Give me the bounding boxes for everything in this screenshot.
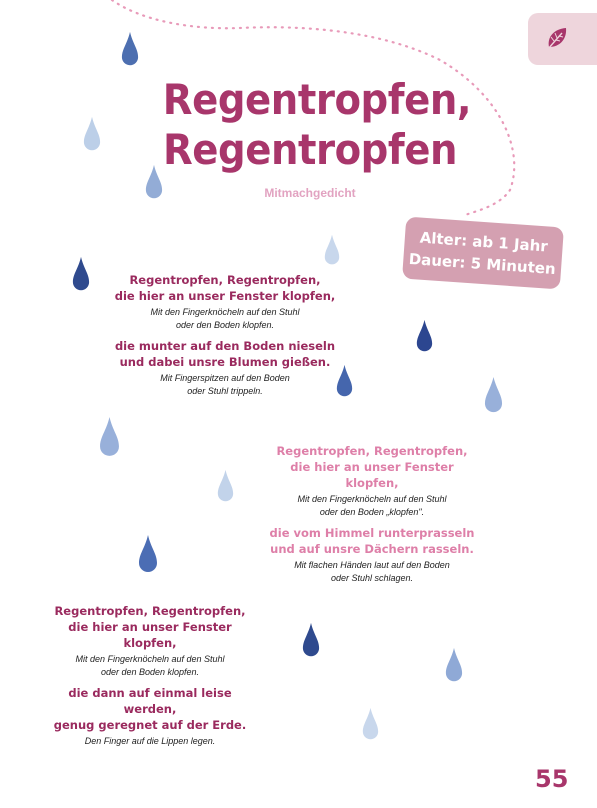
raindrop-icon xyxy=(83,115,101,153)
raindrop-icon xyxy=(362,705,379,743)
verse-line: die hier an unser Fenster klopfen, xyxy=(68,620,232,650)
verse-line: Regentropfen, Regentropfen, xyxy=(276,444,468,458)
verse-line: die munter auf den Boden nieseln xyxy=(114,339,336,353)
subtitle: Mitmachgedicht xyxy=(264,186,356,200)
instruction-line: oder Stuhl trippeln. xyxy=(187,386,263,396)
verse-line: genug geregnet auf der Erde. xyxy=(53,718,247,732)
verse-line: die vom Himmel runterprasseln xyxy=(269,526,475,540)
instruction-line: Mit flachen Händen laut auf den Boden xyxy=(294,560,450,570)
verse-line: Regentropfen, Regentropfen, xyxy=(54,604,246,618)
raindrop-icon xyxy=(121,30,139,68)
verse-line: die hier an unser Fenster klopfen, xyxy=(114,289,336,303)
instruction-text xyxy=(45,735,255,748)
corner-tab xyxy=(528,13,597,65)
page-number: 55 xyxy=(535,765,569,793)
instruction-line: Mit den Fingerknöcheln auf den Stuhl xyxy=(150,307,300,317)
raindrop-icon xyxy=(138,534,158,574)
verse-line: die dann auf einmal leise werden, xyxy=(68,686,232,716)
verse-line: Regentropfen, Regentropfen, xyxy=(129,273,321,287)
raindrop-icon xyxy=(72,256,90,292)
raindrop-icon xyxy=(324,232,340,268)
raindrop-icon xyxy=(302,622,320,658)
raindrop-icon xyxy=(145,163,163,201)
instruction-text xyxy=(110,372,340,398)
page-title xyxy=(162,75,472,175)
stanza-3 xyxy=(45,603,255,754)
age-duration-box xyxy=(402,217,564,290)
instruction-line: oder Stuhl schlagen. xyxy=(330,573,414,583)
instruction-line: Den Finger auf die Lippen legen. xyxy=(84,736,216,746)
verse-line: und dabei unsre Blumen gießen. xyxy=(119,355,331,369)
age-label: Alter: ab 1 Jahr xyxy=(419,228,549,256)
raindrop-icon xyxy=(99,416,120,458)
instruction-text xyxy=(262,493,482,519)
instruction-line: oder den Boden klopfen. xyxy=(175,320,275,330)
stanza-2 xyxy=(262,443,482,591)
verse-line: und auf unsre Dächern rasseln. xyxy=(270,542,474,556)
raindrop-icon xyxy=(484,374,503,416)
instruction-line: Mit Fingerspitzen auf den Boden xyxy=(160,373,290,383)
verse-line: die hier an unser Fenster klopfen, xyxy=(290,460,454,490)
instruction-text xyxy=(110,306,340,332)
instruction-text xyxy=(262,559,482,585)
raindrop-icon xyxy=(217,467,234,505)
raindrop-icon xyxy=(445,645,463,685)
raindrop-icon xyxy=(416,318,433,354)
stanza-1 xyxy=(110,272,340,404)
instruction-line: oder den Boden „klopfen". xyxy=(319,507,425,517)
instruction-line: Mit den Fingerknöcheln auf den Stuhl xyxy=(75,654,225,664)
instruction-text xyxy=(45,653,255,679)
title-line-1: Regentropfen, xyxy=(162,75,472,124)
title-line-2: Regentropfen xyxy=(162,125,458,174)
duration-label: Dauer: 5 Minuten xyxy=(408,249,557,279)
instruction-line: oder den Boden klopfen. xyxy=(100,667,200,677)
leaf-icon xyxy=(544,24,572,52)
instruction-line: Mit den Fingerknöcheln auf den Stuhl xyxy=(297,494,447,504)
